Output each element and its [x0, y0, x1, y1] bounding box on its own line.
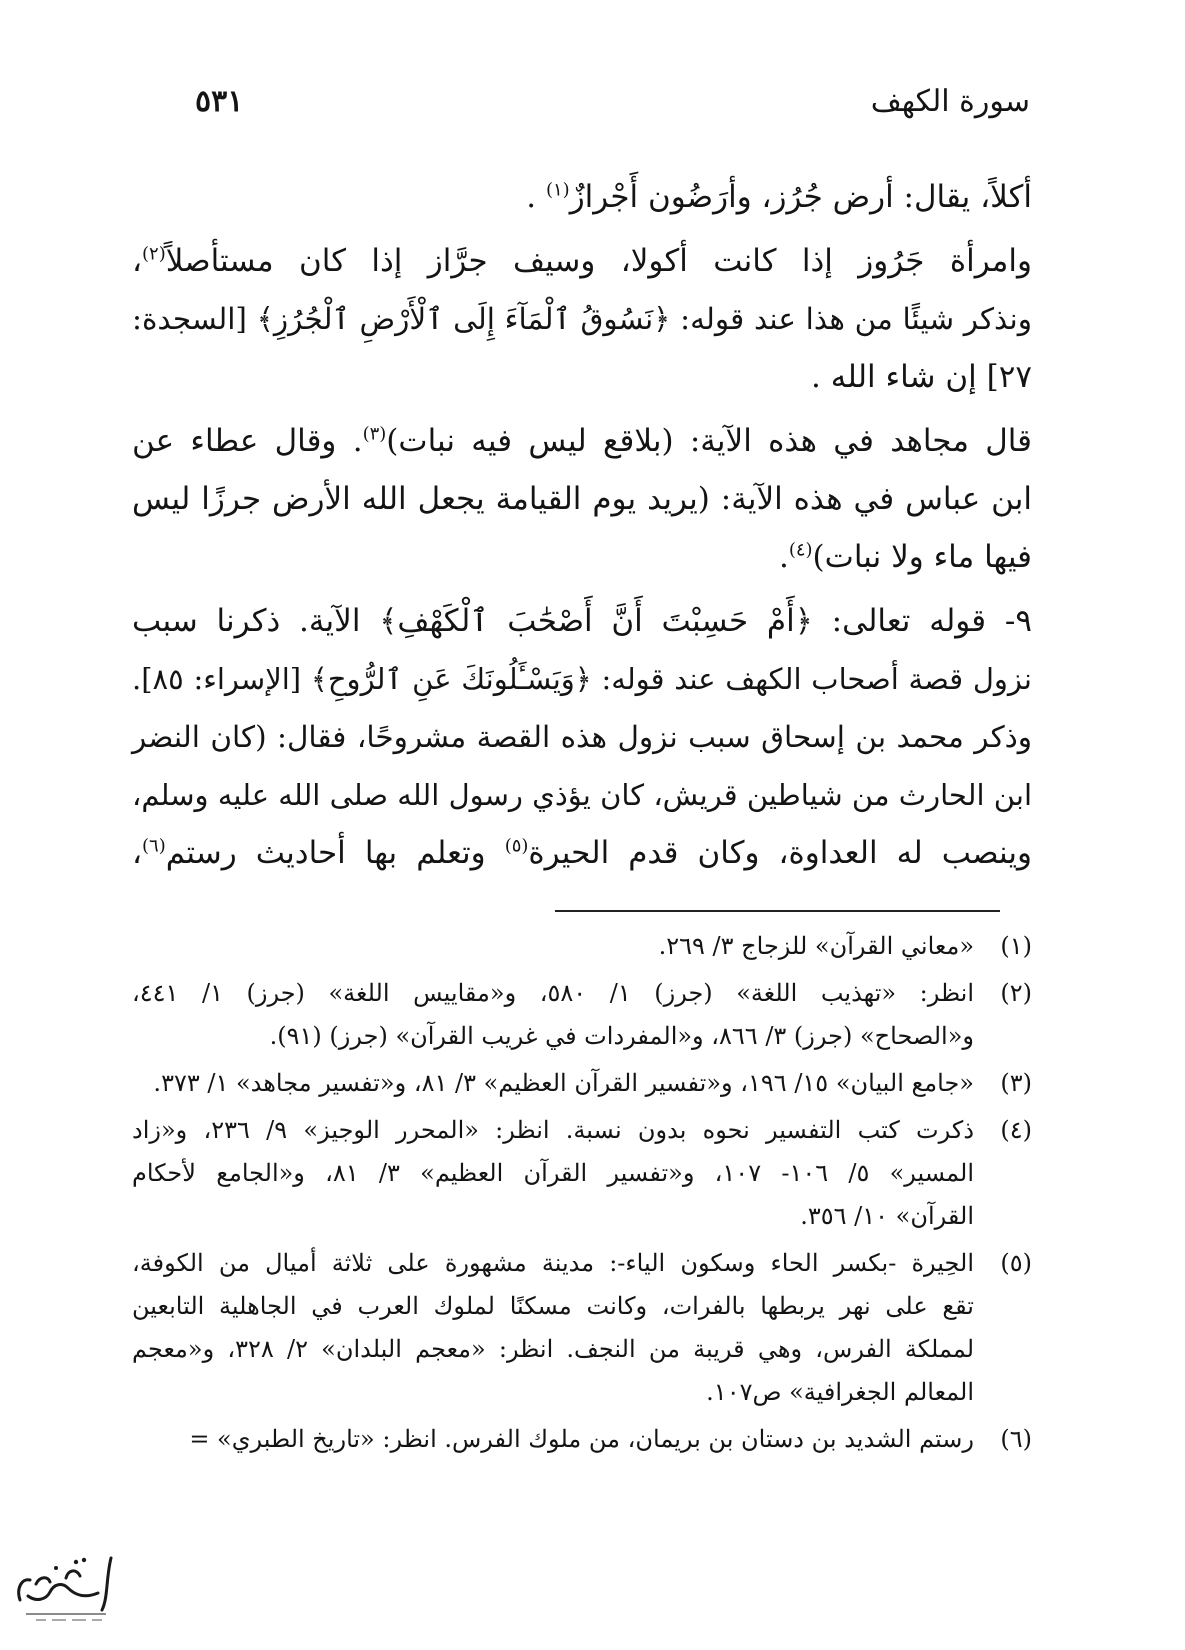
body-line	[132, 708, 1032, 766]
main-text	[132, 168, 1032, 882]
footnote-line: و«الصحاح» (جرز) ٣/ ٨٦٦، و«المفردات في غريب القرآن» (جرز) (٩١).	[269, 1022, 974, 1050]
body-line-text: ٢٧] إن شاء الله .	[811, 359, 1032, 395]
footnote-marker[interactable]: (١)	[545, 179, 570, 201]
footnote-body	[132, 1062, 974, 1105]
footnote	[132, 1109, 1032, 1238]
body-line	[132, 232, 1032, 290]
body-line	[132, 412, 1032, 470]
footnote	[132, 972, 1032, 1058]
footnote-line: تقع على نهر يربطها بالفرات، وكانت مسكنًا لملوك العرب في الجاهلية التابعين	[132, 1292, 974, 1320]
footnote-marker[interactable]: (٢)	[142, 243, 166, 265]
body-line-text: وينصب له العداوة، وكان قدم الحيرة	[528, 835, 1032, 871]
body-line-text: ٩- قوله تعالى: ﴿أَمْ حَسِبْتَ أَنَّ أَصْحَٰبَ ٱلْكَهْفِ﴾ الآية. ذكرنا سبب	[132, 603, 1032, 639]
footnote	[132, 1062, 1032, 1105]
body-line-text: .	[778, 539, 789, 575]
footnote-line: المعالم الجغرافية» ص١٠٧.	[706, 1378, 974, 1406]
footnote-number: (٤)	[1000, 1116, 1032, 1144]
page-header	[195, 84, 1030, 134]
body-line-text: وذكر محمد بن إسحاق سبب نزول هذه القصة مشروحًا، فقال: (كان النضر	[132, 720, 1032, 754]
footnote	[132, 1418, 1032, 1461]
body-line-text: ونذكر شيئًا من هذا عند قوله: ﴿نَسُوقُ ٱلْمَآءَ إِلَى ٱلْأَرْضِ ٱلْجُرُزِ﴾ [السجدة:	[132, 302, 1032, 336]
body-line-text: فيها ماء ولا نبات)	[812, 539, 1032, 575]
footnote-body	[132, 1109, 974, 1238]
footnote-number: (٦)	[1000, 1425, 1032, 1453]
footnote-marker[interactable]: (٥)	[504, 835, 529, 857]
body-line-text: أكلاً، يقال: أرض جُرُز، وأرَضُون أَجْرازٌ	[569, 179, 1032, 215]
footnote-body	[132, 972, 974, 1058]
footnote	[132, 1242, 1032, 1414]
body-line-text: وتعلم بها أحاديث رستم	[165, 835, 505, 871]
footnote-line: رستم الشديد بن دستان بن بريمان، من ملوك الفرس. انظر: «تاريخ الطبري» =	[189, 1425, 974, 1453]
page-number: ٥٣١	[195, 84, 244, 119]
footnotes	[132, 925, 1032, 1465]
body-line	[132, 470, 1032, 528]
footnote-body	[132, 1242, 974, 1414]
footnote-number: (٣)	[1000, 1069, 1032, 1097]
footnote-line: «جامع البيان» ١٥/ ١٩٦، و«تفسير القرآن العظيم» ٣/ ٨١، و«تفسير مجاهد» ١/ ٣٧٣.	[153, 1069, 974, 1097]
footnote-number: (٢)	[1000, 979, 1032, 1007]
footnote-number: (١)	[1000, 932, 1032, 960]
footnote-line: المسير» ٥/ ١٠٦- ١٠٧، و«تفسير القرآن العظيم» ٣/ ٨١، و«الجامع لأحكام	[132, 1159, 975, 1187]
footnote-line: لمملكة الفرس، وهي قريبة من النجف. انظر: «معجم البلدان» ٢/ ٣٢٨، و«معجم	[132, 1335, 975, 1363]
body-line-text: وامرأة جَرُوز إذا كانت أكولا، وسيف جرَّاز إذا كان مستأصلاً	[165, 243, 1032, 279]
body-line-text: قال مجاهد في هذه الآية: (بلاقع ليس فيه نبات)	[386, 423, 1033, 459]
body-line	[132, 650, 1032, 708]
body-line-text: ابن عباس في هذه الآية: (يريد يوم القيامة يجعل الله الأرض جرزًا ليس	[132, 481, 1032, 517]
footnote-body	[132, 925, 974, 968]
footnote-line: الحِيرة -بكسر الحاء وسكون الياء-: مدينة مشهورة على ثلاثة أميال من الكوفة،	[132, 1249, 974, 1277]
footnote-number: (٥)	[1000, 1249, 1032, 1277]
footnote-marker[interactable]: (٣)	[362, 423, 387, 445]
surah-title: سورة الكهف	[870, 84, 1030, 119]
body-line	[132, 528, 1032, 586]
footnote-line: ذكرت كتب التفسير نحوه بدون نسبة. انظر: «المحرر الوجيز» ٩/ ٢٣٦، و«زاد	[132, 1116, 975, 1144]
footnote-marker[interactable]: (٦)	[142, 835, 166, 857]
body-line	[132, 592, 1032, 650]
body-line-text: . وقال عطاء عن	[132, 423, 363, 459]
body-line-text: ابن الحارث من شياطين قريش، كان يؤذي رسول الله صلى الله عليه وسلم،	[132, 778, 1032, 812]
footnote-line: انظر: «تهذيب اللغة» (جرز) ١/ ٥٨٠، و«مقاييس اللغة» (جرز) ١/ ٤٤١،	[132, 979, 975, 1007]
footnote-marker[interactable]: (٤)	[788, 539, 813, 561]
body-line-text: ،	[132, 835, 143, 871]
watermark-stamp	[6, 1548, 124, 1626]
body-line	[132, 766, 1032, 824]
body-line	[132, 824, 1032, 882]
footnote-line: القرآن» ١٠/ ٣٥٦.	[800, 1202, 974, 1230]
body-line-text: ،	[132, 243, 143, 279]
body-line-text: نزول قصة أصحاب الكهف عند قوله: ﴿وَيَسْـَٔلُونَكَ عَنِ ٱلرُّوحِ﴾ [الإسراء: ٨٥].	[132, 662, 1032, 696]
body-line-text: .	[526, 179, 546, 215]
footnote-divider	[555, 910, 1000, 912]
footnote-body	[132, 1418, 974, 1461]
body-line	[132, 348, 1032, 406]
body-line	[132, 290, 1032, 348]
footnote-line: «معاني القرآن» للزجاج ٣/ ٢٦٩.	[658, 932, 974, 960]
body-line	[132, 168, 1032, 226]
footnote	[132, 925, 1032, 968]
